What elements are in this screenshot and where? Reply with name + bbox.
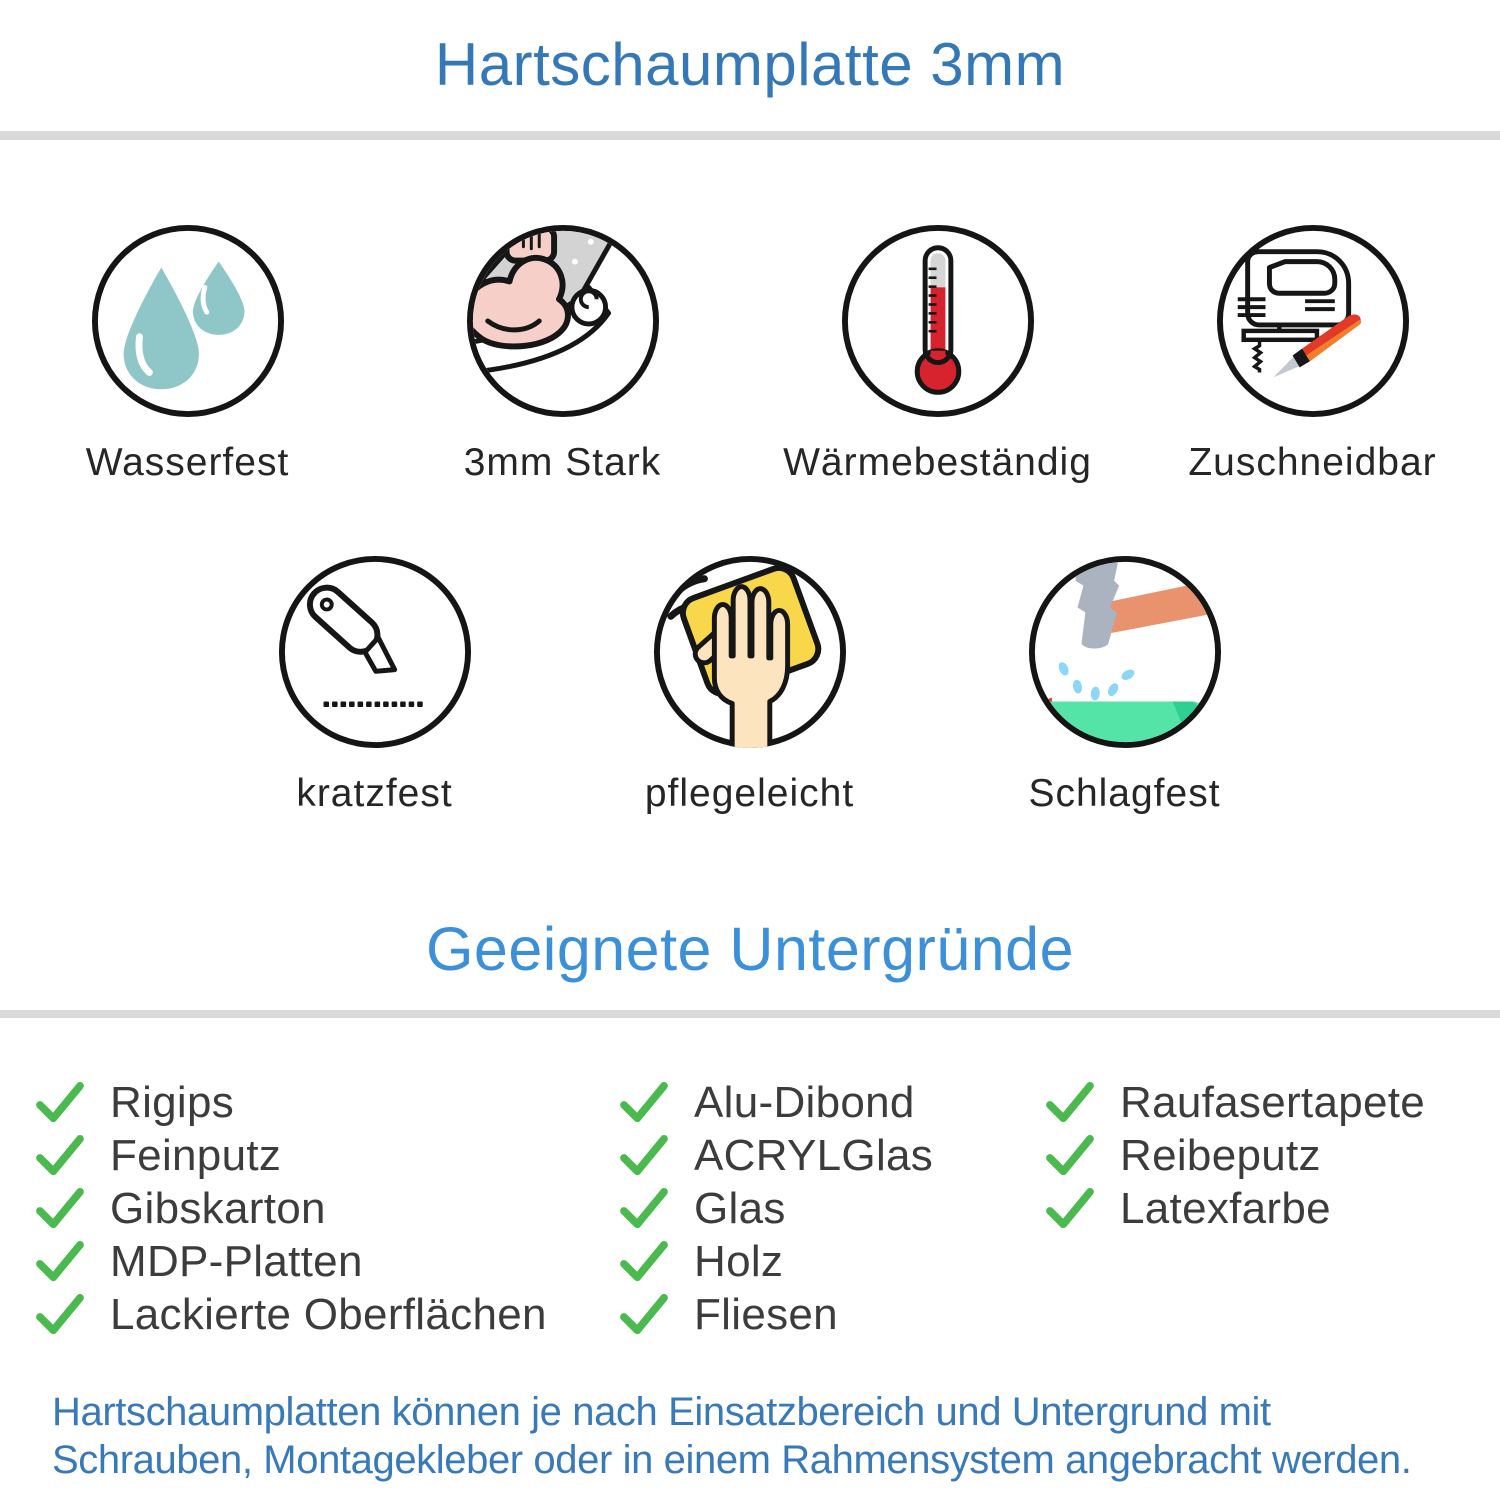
divider [0,1010,1500,1018]
list-item-label: MDP-Platten [110,1236,363,1286]
feature-label: Zuschneidbar [1188,441,1437,484]
list-item [620,1235,933,1288]
feature-schlagfest [937,553,1312,814]
checklist-column-3 [1046,1076,1425,1235]
jigsaw-cutter-icon [1214,222,1412,420]
divider [0,131,1500,140]
feature-3mm-stark [375,222,750,483]
feature-label: kratzfest [296,772,453,815]
feature-label: Wasserfest [85,441,290,484]
footer-note [52,1388,1472,1484]
list-item [620,1182,933,1235]
substrates-checklist [0,1076,1500,1356]
list-item-label: Raufasertapete [1120,1077,1426,1127]
feature-waermebestaendig [750,222,1125,483]
hammer-impact-icon [1026,553,1224,751]
check-icon [1046,1135,1094,1177]
checklist-column-2 [620,1076,933,1341]
flexed-arm-roll-icon [464,222,662,420]
water-drops-icon [89,222,287,420]
list-item [620,1129,933,1182]
feature-kratzfest [187,553,562,814]
check-icon [620,1135,668,1177]
list-item-label: Reibeputz [1120,1130,1321,1180]
check-icon [36,1082,84,1124]
footer-note-line: Schrauben, Montagekleber oder in einem Rahmensystem angebracht werden. [52,1438,1412,1482]
check-icon [1046,1188,1094,1230]
page-title: Hartschaumplatte 3mm [434,31,1066,98]
check-icon [36,1241,84,1283]
list-item-label: Fliesen [694,1289,838,1339]
check-icon [36,1188,84,1230]
wiping-hand-cloth-icon [651,553,849,751]
list-item-label: Alu-Dibond [694,1077,915,1127]
feature-pflegeleicht [562,553,937,814]
list-item-label: Latexfarbe [1120,1183,1331,1233]
check-icon [620,1294,668,1336]
list-item [36,1235,547,1288]
feature-wasserfest [0,222,375,483]
list-item [1046,1129,1425,1182]
thermometer-icon [839,222,1037,420]
utility-knife-icon [276,553,474,751]
check-icon [36,1294,84,1336]
list-item-label: Holz [694,1236,784,1286]
feature-label: 3mm Stark [463,441,662,484]
feature-label: Schlagfest [1028,772,1221,815]
list-item-label: Gibskarton [110,1183,326,1233]
list-item [620,1288,933,1341]
footer-note-line: Hartschaumplatten können je nach Einsatzbereich und Untergrund mit [52,1390,1271,1434]
feature-label: Wärmebeständig [783,441,1092,484]
section-title: Geeignete Untergründe [425,915,1075,983]
feature-label: pflegeleicht [644,772,855,815]
list-item [620,1076,933,1129]
list-item [1046,1182,1425,1235]
check-icon [36,1135,84,1177]
list-item [36,1076,547,1129]
check-icon [620,1241,668,1283]
list-item-label: ACRYLGlas [694,1130,934,1180]
list-item [36,1129,547,1182]
list-item [36,1288,547,1341]
features-row-1 [0,222,1500,483]
checklist-column-1 [36,1076,547,1341]
feature-zuschneidbar [1125,222,1500,483]
check-icon [620,1188,668,1230]
check-icon [620,1082,668,1124]
list-item-label: Rigips [110,1077,235,1127]
check-icon [1046,1082,1094,1124]
list-item [1046,1076,1425,1129]
list-item-label: Lackierte Oberflächen [110,1289,547,1339]
list-item-label: Feinputz [110,1130,282,1180]
list-item-label: Glas [694,1183,786,1233]
features-row-2 [187,553,1313,814]
list-item [36,1182,547,1235]
